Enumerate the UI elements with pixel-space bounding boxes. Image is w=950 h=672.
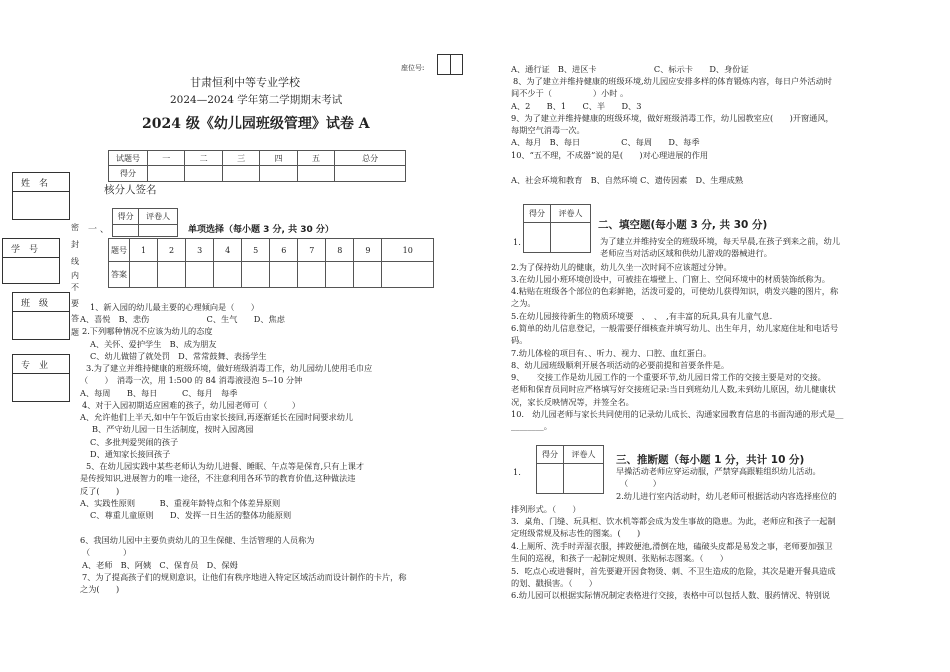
- seal-char: 不: [71, 283, 79, 292]
- score-header: 三: [222, 151, 259, 166]
- answer-label: 答案: [109, 262, 130, 288]
- question-line: C、多批判爱哭闹的孩子: [90, 437, 179, 447]
- section3-grader-box: [536, 445, 604, 494]
- question-line: 7、为了提高孩子们的规则意识，让他们有秩序地进入特定区域活动而设计制作的卡片，称: [82, 572, 407, 582]
- answer-header: 5: [242, 239, 270, 262]
- judge-line: 5．吃点心或进餐时，首先要避开因食物烫、刺、不卫生造成的危险，其次是避开餐具造成: [511, 566, 836, 576]
- score-cell[interactable]: [297, 166, 334, 182]
- answer-cell[interactable]: [186, 262, 214, 288]
- answer-header: 9: [354, 239, 382, 262]
- grader-name-label: 评卷人: [551, 205, 591, 223]
- answer-header: 3: [186, 239, 214, 262]
- question-line: A、每周 B、每日 C、每月 每季: [80, 388, 238, 398]
- seal-char: 线: [71, 257, 79, 266]
- checker-signature: 核分人签名: [104, 184, 157, 196]
- answer-cell[interactable]: [270, 262, 298, 288]
- score-table: [108, 150, 406, 182]
- fill-line: 之为。: [511, 298, 536, 308]
- question-line: A、允许他们上半天,如中午午饭后由家长接回,再逐渐延长在园时间要求幼儿: [80, 412, 354, 422]
- question-line: 之为( ): [80, 584, 120, 594]
- judge-line: 的划、戳损害。（ ）: [511, 578, 597, 588]
- score-cell[interactable]: [222, 166, 259, 182]
- grader-name-cell[interactable]: [139, 225, 178, 237]
- answer-cell[interactable]: [242, 262, 270, 288]
- answer-header: 10: [382, 239, 434, 262]
- question-line: C、幼儿做错了就处罚 D、常常鼓舞、表扬学生: [90, 351, 267, 361]
- score-header: 二: [185, 151, 222, 166]
- score-header: 试题号: [109, 151, 148, 166]
- major-box[interactable]: [12, 354, 70, 402]
- question-line: 6、我国幼儿园中主要负责幼儿的卫生保健、生活管理的人员称为: [80, 535, 315, 545]
- question-line: A、每月 B、每日 C、每周 D、每季: [511, 137, 700, 147]
- class-box[interactable]: [12, 292, 70, 340]
- seal-char: 密: [71, 223, 79, 232]
- grader-score-label: 得分: [537, 446, 564, 464]
- answer-header: 7: [298, 239, 326, 262]
- section2-title: 二、填空题(每小题 3 分, 共 30 分): [598, 219, 768, 231]
- grader-name-cell[interactable]: [564, 464, 604, 494]
- seal-char: 封: [71, 240, 79, 249]
- section1-title: 单项选择（每小题 3 分, 共 30 分）: [188, 225, 334, 235]
- score-header: 一: [148, 151, 185, 166]
- question-line: （ ）: [82, 547, 132, 557]
- score-cell[interactable]: [335, 166, 406, 182]
- seal-char: 答: [71, 314, 79, 323]
- school-name: 甘肃恒利中等专业学校: [190, 76, 300, 89]
- question-line: 每期空气消毒一次。: [511, 125, 585, 135]
- major-label: 专 业: [21, 361, 49, 371]
- question-line: 4、对于入园初期适应困难的孩子，幼儿园老师可（ ）: [82, 400, 301, 410]
- term-title: 2024—2024 学年第二学期期末考试: [170, 94, 343, 106]
- class-label: 班 级: [21, 299, 49, 309]
- score-header: 总分: [335, 151, 406, 166]
- answer-cell[interactable]: [382, 262, 434, 288]
- fill-line: 8、幼儿园班级顺利开展各项活动的必要前提和首要条件是。: [511, 360, 730, 370]
- fill-line: 为了建立并维持安全的班级环境，每天早晨,在孩子到来之前，幼儿: [600, 236, 841, 246]
- answer-table: [108, 238, 434, 288]
- question-line: A、喜悦 B、悲伤 C、生气 D、焦虑: [80, 314, 285, 324]
- judge-line: 2.幼儿进行室内活动时，幼儿老师可根据活动内容选择座位的: [616, 491, 837, 501]
- judge-line: 6.幼儿园可以根据实际情况制定表格进行交接，表格中可以包括人数、服药情况、特别说: [511, 590, 830, 600]
- question-line: 1、新入园的幼儿最主要的心理倾向是（ ）: [90, 302, 259, 312]
- grader-name-cell[interactable]: [551, 223, 591, 253]
- fill-line: 老师应当对活动区域和供幼儿游戏的器械进行。: [600, 248, 772, 258]
- question-line: （ ） 消毒一次，用 1:500 的 84 消毒液浸泡 5--10 分钟: [80, 375, 303, 385]
- question-line: 3.为了建立并维持健康的班级环境，做好班级消毒工作，幼儿园幼儿使用毛巾应: [86, 363, 373, 373]
- score-cell[interactable]: [148, 166, 185, 182]
- question-line: 间不少于（ ）小时 。: [511, 88, 629, 98]
- grader-name-label: 评卷人: [564, 446, 604, 464]
- question-line: 8、为了建立并维持健康的班级环境,幼儿园应安排多样的体育锻炼内容，每日户外活动时: [513, 76, 832, 86]
- score-cell[interactable]: [185, 166, 222, 182]
- judge-line: 排列形式。（ ）: [511, 504, 581, 514]
- question-line: A、2 B、1 C、半 D、3: [511, 101, 642, 111]
- seal-char: 题: [71, 328, 79, 337]
- fill-line: 2.为了保持幼儿的健康，幼儿久坐一次时间不应该超过分钟。: [511, 262, 732, 272]
- question-line: B、严守幼儿园一日生活制度，按时入园离园: [92, 424, 254, 434]
- judge-line: 3．桌角、门缝、玩具柜、饮水机等都会成为发生事故的隐患。为此，老师应和孩子一起制: [511, 516, 836, 526]
- exam-title: 2024 级《幼儿园班级管理》试卷 A: [142, 116, 370, 132]
- answer-header: 题号: [109, 239, 130, 262]
- answer-cell[interactable]: [214, 262, 242, 288]
- name-box[interactable]: [12, 172, 70, 220]
- grader-score-cell[interactable]: [524, 223, 551, 253]
- seal-char: 内: [71, 271, 79, 280]
- question-line: 是传授知识,进展智力的唯一途径，不注意利用各环节的教育价值,这种做法违: [80, 473, 356, 483]
- section2-number: 1.: [513, 237, 521, 247]
- answer-header: 8: [326, 239, 354, 262]
- question-line: 9、为了建立并维持健康的班级环境，做好班级消毒工作，幼儿园教室应( )开窗通风，: [511, 113, 834, 123]
- grader-name-label: 评卷人: [139, 209, 178, 225]
- student-no-label: 学 号: [11, 245, 39, 255]
- answer-cell[interactable]: [298, 262, 326, 288]
- fill-line: 9、 交接工作是幼儿园工作的一个重要环节,幼儿园日常工作的交接主要是对的交接。: [511, 372, 826, 382]
- fill-line: ________。: [511, 421, 552, 431]
- question-line: D、通知家长接回孩子: [90, 449, 171, 459]
- fill-line: 6.简单的幼儿信息登记，一般需要仔细核查并填写幼儿、出生年月，幼儿家庭住址和电话号: [511, 323, 839, 333]
- question-line: 5、在幼儿园实践中某些老师认为幼儿进餐、睡眠、午点等是保育,只有上课才: [86, 461, 365, 471]
- section1-grader-box: [112, 208, 178, 237]
- answer-header: 2: [158, 239, 186, 262]
- score-cell[interactable]: [260, 166, 297, 182]
- question-line: 2.下列哪种情况不应该为幼儿的态度: [82, 326, 213, 336]
- question-line: 反了( ): [80, 486, 120, 496]
- seat-label: 座位号:: [401, 64, 425, 72]
- name-label: 姓 名: [21, 179, 49, 189]
- question-line: A、实践性原则 B、重视年龄特点和个体差异原则: [80, 498, 281, 508]
- section3-number: 1.: [513, 467, 521, 477]
- judge-line: （ ）: [620, 478, 661, 488]
- grader-score-cell[interactable]: [113, 225, 139, 237]
- answer-header: 1: [130, 239, 158, 262]
- answer-header: 6: [270, 239, 298, 262]
- fill-line: 况，家长反映情况等，并签全名。: [511, 397, 634, 407]
- answer-header: 4: [214, 239, 242, 262]
- judge-line: 早操活动老师应穿运动服，严禁穿高跟鞋组织幼儿活动。: [616, 466, 821, 476]
- student-no-box[interactable]: [2, 238, 60, 284]
- judge-line: 生间的巡视，和孩子一起制定规则、张贴标志图案。（ ）: [511, 553, 728, 563]
- question-line: A、通行证 B、进区卡 C、标示卡 D、身份证: [511, 64, 749, 74]
- answer-cell[interactable]: [158, 262, 186, 288]
- judge-line: 定班级常规及标志性的图案。( ): [511, 528, 641, 538]
- section1-number: 一 、: [88, 225, 109, 235]
- answer-cell[interactable]: [130, 262, 158, 288]
- grader-score-cell[interactable]: [537, 464, 564, 494]
- seal-char: 要: [71, 299, 79, 308]
- section2-grader-box: [523, 204, 591, 253]
- question-line: A、关怀、爱护学生 B、成为朋友: [90, 339, 217, 349]
- question-line: C、尊重儿童原则 D、发挥一日生活的整体功能原则: [90, 510, 292, 520]
- judge-line: 4.上厕所、洗手时弄湿衣服，摔跤便池,滑倒在地，磕破头皮都是易发之事，老师要加强卫: [511, 541, 833, 551]
- fill-line: 4.粘贴在班级各个部位的色彩鲜艳，活泼可爱的，可使幼儿获得知识，萌发兴趣的图片，称: [511, 286, 839, 296]
- question-line: 10、“五不理，不成器”说的是( )对心理进展的作用: [511, 150, 709, 160]
- fill-line: 码。: [511, 335, 528, 345]
- question-line: A、社会环境和教育 B、自然环境 C、遗传因素 D、生理成熟: [511, 175, 744, 185]
- answer-cell[interactable]: [354, 262, 382, 288]
- score-header: 五: [297, 151, 334, 166]
- grader-score-label: 得分: [524, 205, 551, 223]
- answer-cell[interactable]: [326, 262, 354, 288]
- section3-title: 三、推断题（每小题 1 分，共计 10 分): [616, 454, 805, 466]
- fill-line: 7.幼儿体检的项目有、、听力、视力、口腔、血红蛋白。: [511, 348, 712, 358]
- score-header: 四: [260, 151, 297, 166]
- question-line: A、老师 B、阿姨 C、保育员 D、保姆: [82, 560, 238, 570]
- fill-line: 3.在幼儿园小班环境创设中，可被挂在墙壁上、门窗上、空间环境中的材质装饰纸称为。: [511, 274, 830, 284]
- grader-score-label: 得分: [113, 209, 139, 225]
- fill-line: 老师和保育员同时应严格填写好交接班记录:当日到班幼儿人数,未到幼儿原因，幼儿健康状: [511, 384, 836, 394]
- fill-line: 10. 幼儿园老师与家长共同使用的记录幼儿成长、沟通家园教育信息的书面沟通的形式是__: [511, 409, 844, 419]
- fill-line: 5.在幼儿园接待新生的物质环境要 、 、 ,有丰富的玩具,具有儿童气息.: [511, 311, 773, 321]
- score-row-label: 得分: [109, 166, 148, 182]
- seat-number-box[interactable]: [437, 54, 463, 75]
